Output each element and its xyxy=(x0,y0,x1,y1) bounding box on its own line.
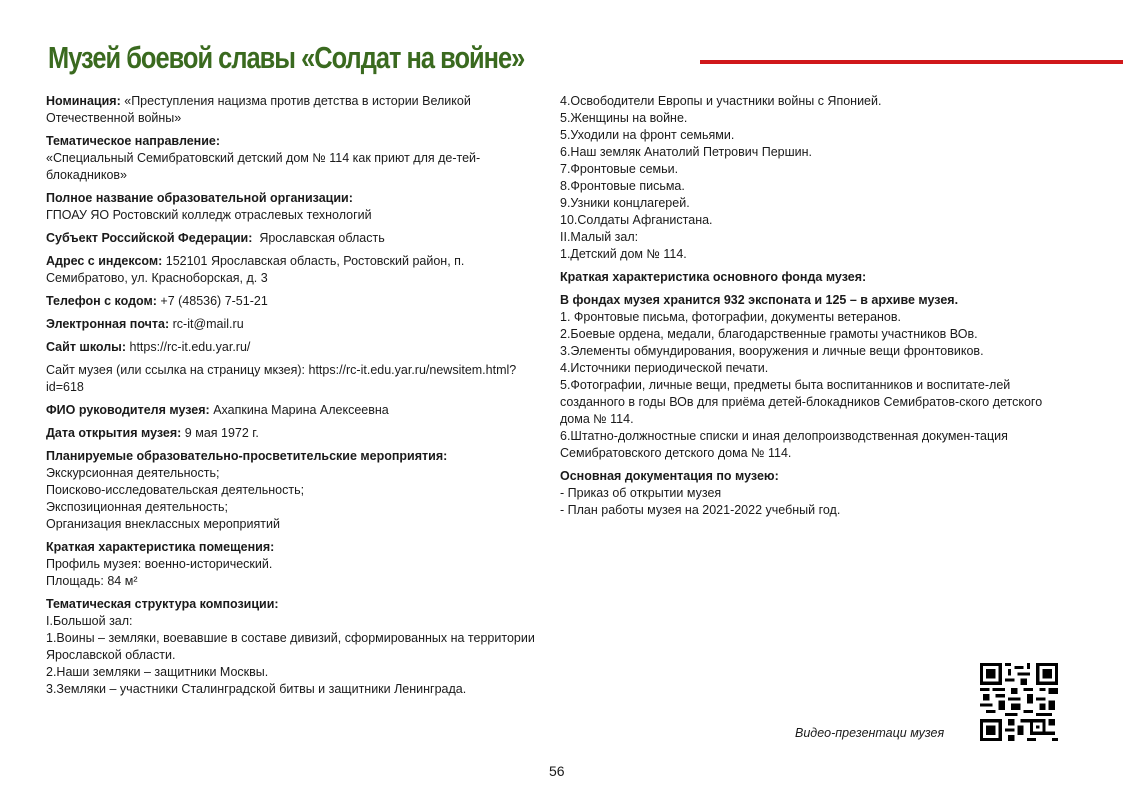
list-item: 8.Фронтовые письма. xyxy=(560,179,685,193)
list-item: 4.Освободители Европы и участники войны с Японией. xyxy=(560,94,882,108)
list-item: 5.Фотографии, личные вещи, предметы быта воспитанников и воспитате-лей созданного в годы ВОв для приёма детей-блокадников Семибратов-ского детского дома № 114. xyxy=(560,378,1043,426)
list-item: 2.Боевые ордена, медали, благодарственные грамоты участников ВОв. xyxy=(560,327,978,341)
list-item: Площадь: 84 м² xyxy=(46,574,138,588)
list-item: - Приказ об открытии музея xyxy=(560,486,722,500)
list-item: 1.Воины – земляки, воевавшие в составе дивизий, сформированных на территории Ярославской области. xyxy=(46,631,535,662)
list-item: 9.Узники концлагерей. xyxy=(560,196,690,210)
list-item: 5.Уходили на фронт семьями. xyxy=(560,128,735,142)
list-item: 5.Женщины на войне. xyxy=(560,111,688,125)
list-item: 6.Штатно-должностные списки и иная делопроизводственная докумен-тация Семибратовского детского дома № 114. xyxy=(560,429,1008,460)
list-item: Профиль музея: военно-исторический. xyxy=(46,557,273,571)
school-site: Сайт школы: https://rc-it.edu.yar.ru/ xyxy=(46,340,251,354)
email-link[interactable]: rc-it@mail.ru xyxy=(169,317,244,331)
list-item: - План работы музея на 2021-2022 учебный год. xyxy=(560,503,841,517)
documentation: Основная документация по музею: - Приказ об открытии музея - План работы музея на 2021-2022 учебный год. xyxy=(560,468,1070,519)
room-info: Краткая характеристика помещения: Профиль музея: военно-исторический. Площадь: 84 м² xyxy=(46,539,546,590)
list-item: 10.Солдаты Афганистана. xyxy=(560,213,713,227)
list-item: Экспозиционная деятельность; xyxy=(46,500,228,514)
fund-heading: Краткая характеристика основного фонда музея: xyxy=(560,270,867,284)
list-item: 3.Земляки – участники Сталинградской битвы и защитники Ленинграда. xyxy=(46,682,467,696)
list-item: I.Большой зал: xyxy=(46,614,133,628)
page-number: 56 xyxy=(549,763,565,779)
header-rule xyxy=(700,60,1123,64)
qr-code-icon[interactable] xyxy=(980,663,1058,741)
list-item: Экскурсионная деятельность; xyxy=(46,466,220,480)
phone: Телефон с кодом: +7 (48536) 7-51-21 xyxy=(46,294,268,308)
right-column xyxy=(560,93,1070,525)
nomination: Номинация: «Преступления нацизма против детства в истории Великой Отечественной войны» xyxy=(46,94,471,125)
list-item: 1.Детский дом № 114. xyxy=(560,247,687,261)
region: Субъект Российской Федерации: Ярославская область xyxy=(46,231,385,245)
list-item: 7.Фронтовые семьи. xyxy=(560,162,679,176)
address: Адрес с индексом: 152101 Ярославская область, Ростовский район, п. Семибратово, ул. Красноборская, д. 3 xyxy=(46,254,465,285)
fund-info: В фондах музея хранится 932 экспоната и 125 – в архиве музея. 1. Фронтовые письма, фотографии, документы ветеранов. 2.Боевые ордена, медали, благодарственные грамоты участников ВОв. 3.Элементы обмундирования, вооружения и личные вещи фронтовиков. 4.Источники периодической печати. 5.Фотографии, личные вещи, предметы быта воспитанников и воспитате-лей созданного в годы ВОв для приёма детей-блокадников Семибратов-ского детского дома № 114. 6.Штатно-должностные списки и иная делопроизводственная докумен-тация Семибратовского детского дома № 114. xyxy=(560,292,1070,462)
email: Электронная почта: rc-it@mail.ru xyxy=(46,317,244,331)
thematic-direction: Тематическое направление: «Специальный Семибратовский детский дом № 114 как приют для де-тей-блокадников» xyxy=(46,134,481,182)
list-item: 6.Наш земляк Анатолий Петрович Першин. xyxy=(560,145,812,159)
page-title: Музей боевой славы «Солдат на войне» xyxy=(48,40,525,75)
list-item: II.Малый зал: xyxy=(560,230,639,244)
thematic-structure: Тематическая структура композиции: I.Большой зал: 1.Воины – земляки, воевавшие в составе дивизий, сформированных на территории Ярославской области. 2.Наши земляки – защитники Москвы. 3.Земляки – участники Сталинградской битвы и защитники Ленинграда. xyxy=(46,596,546,698)
list-item: 2.Наши земляки – защитники Москвы. xyxy=(46,665,269,679)
list-item: Организация внеклассных мероприятий xyxy=(46,517,280,531)
school-site-link[interactable]: https://rc-it.edu.yar.ru/ xyxy=(126,340,251,354)
planned-events: Планируемые образовательно-просветительские мероприятия: Экскурсионная деятельность; Поисково-исследовательская деятельность; Экспозиционная деятельность; Организация внеклассных мероприятий xyxy=(46,448,546,533)
list-item: 3.Элементы обмундирования, вооружения и личные вещи фронтовиков. xyxy=(560,344,984,358)
structure-continued xyxy=(560,93,1070,263)
organization: Полное название образовательной организации: ГПОАУ ЯО Ростовский колледж отраслевых технологий xyxy=(46,191,372,222)
opening-date: Дата открытия музея: 9 мая 1972 г. xyxy=(46,426,259,440)
list-item: Поисково-исследовательская деятельность; xyxy=(46,483,305,497)
museum-site[interactable]: Сайт музея (или ссылка на страницу мкзея): https://rc-it.edu.yar.ru/newsitem.html?id=618 xyxy=(46,363,517,394)
museum-head: ФИО руководителя музея: Ахапкина Марина Алексеевна xyxy=(46,403,389,417)
left-column xyxy=(46,93,546,704)
list-item: 1. Фронтовые письма, фотографии, документы ветеранов. xyxy=(560,310,901,324)
list-item: 4.Источники периодической печати. xyxy=(560,361,769,375)
video-caption: Видео-презентаци музея xyxy=(795,726,945,740)
